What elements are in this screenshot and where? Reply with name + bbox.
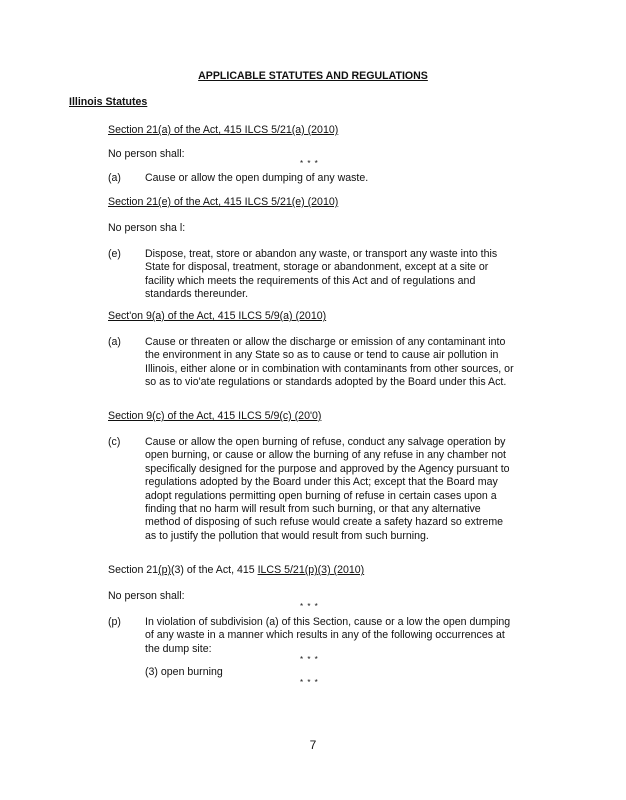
- section-heading: Sect'on 9(a) of the Act, 415 ILCS 5/9(a) (2010): [108, 310, 327, 322]
- item-label: (e): [108, 248, 121, 260]
- item-label: (c): [108, 436, 121, 448]
- page-number: 7: [309, 738, 317, 752]
- ellipsis: * * *: [300, 655, 319, 664]
- section-intro: No person sha l:: [108, 222, 186, 234]
- ellipsis: * * *: [300, 602, 319, 611]
- heading-part: (p): [158, 564, 172, 576]
- item-text: Dispose, treat, store or abandon any waste, or transport any waste into this State for disposal, treatment, storage or abandonment, except at a site or facility which meets the requirements of this Act and of regulations and standards thereunder.: [145, 248, 498, 301]
- section-intro: No person shall:: [108, 590, 185, 602]
- ellipsis: * * *: [300, 159, 319, 168]
- section-heading: Section 21(a) of the Act, 415 ILCS 5/21(a) (2010): [108, 124, 339, 136]
- item-text: In violation of subdivision (a) of this Section, cause or a low the open dumping of any waste in a manner which results in any of the following occurrences at the dump site:: [145, 616, 511, 655]
- subtitle: Illinois Statutes: [69, 96, 148, 108]
- item-text: Cause or threaten or allow the discharge or emission of any contaminant into the environment in any State so as to cause or tend to cause air pollution in Illinois, either alone or in combination with contaminants from other sources, or so as to vio'ate regulations or standards adopted by the Board under this Act.: [145, 336, 514, 389]
- item-text: Cause or allow the open dumping of any waste.: [145, 172, 369, 184]
- item-text: Cause or allow the open burning of refuse, conduct any salvage operation by open burning, or cause or allow the burning of any refuse in any chamber not specifically designed for the purpose and approved by the Agency pursuant to regulations adopted by the Board under this Act; except that the Board may adopt regulations permitting open burning of refuse in certain cases upon a finding that no harm will result from such burning, or that any alternative method of disposing of such refuse would create a safety hazard so extreme as to justify the pollution that would result from such burning.: [145, 436, 510, 542]
- heading-part: ILCS 5/21(p)(3) (2010): [257, 564, 365, 576]
- section-intro: No person shall:: [108, 148, 185, 160]
- section-heading: Section 9(c) of the Act, 415 ILCS 5/9(c) (20'0): [108, 410, 322, 422]
- section-heading: Section 21(e) of the Act, 415 ILCS 5/21(e) (2010): [108, 196, 339, 208]
- sub-item: (3) open burning: [145, 666, 223, 678]
- section-heading: [108, 564, 364, 576]
- item-label: (a): [108, 172, 121, 184]
- heading-part: (3) of the Act, 415: [171, 564, 258, 576]
- heading-part: Section 21: [108, 564, 159, 576]
- page-title: APPLICABLE STATUTES AND REGULATIONS: [198, 70, 428, 82]
- ellipsis: * * *: [300, 678, 319, 687]
- item-label: (p): [108, 616, 121, 628]
- item-label: (a): [108, 336, 121, 348]
